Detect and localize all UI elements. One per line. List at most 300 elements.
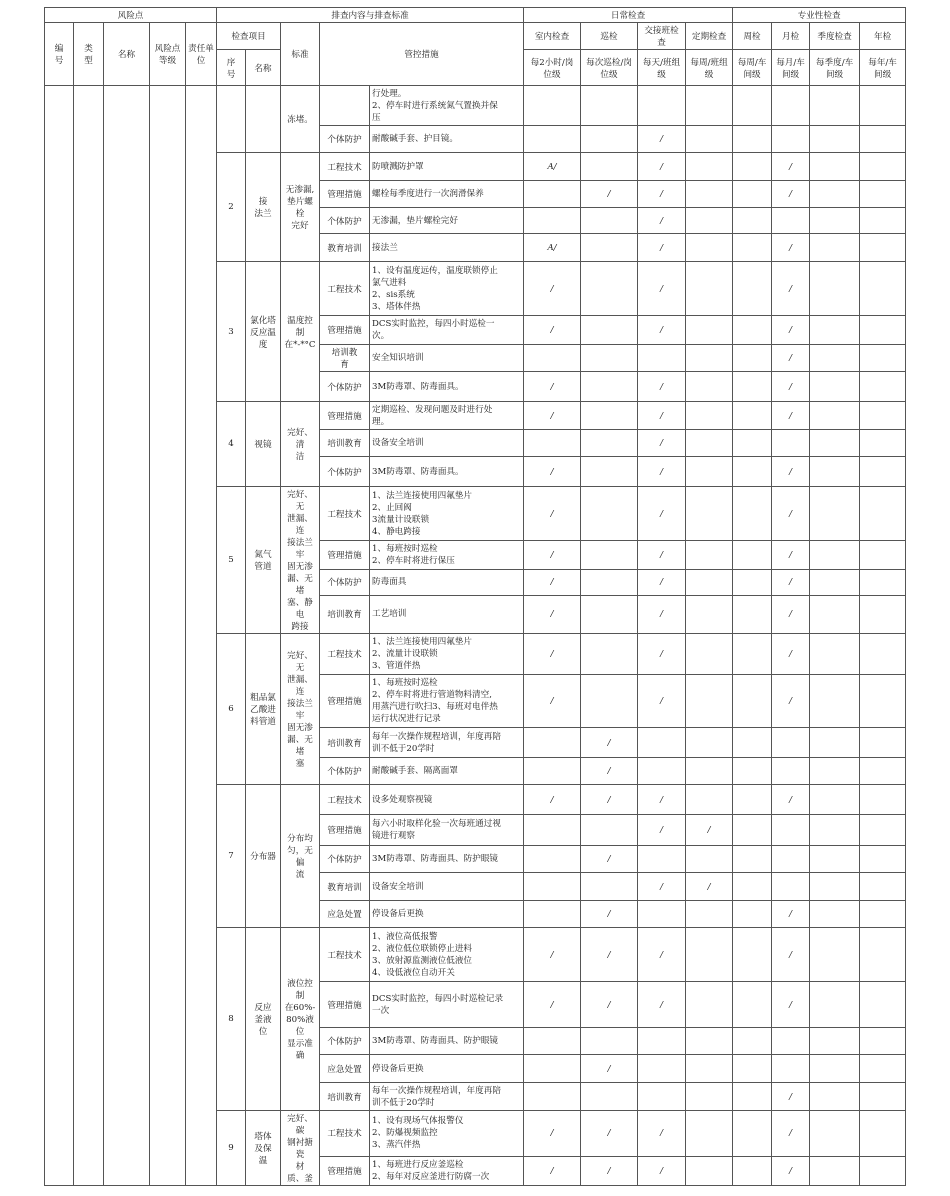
- weekly-check-header: 周检: [733, 23, 772, 50]
- quarterly-check-mark: [810, 1028, 860, 1055]
- item-seq-cell: 6: [217, 634, 246, 785]
- standard-cell: 温度控制 在*-*°C: [281, 262, 320, 402]
- patrol-check-mark: [581, 316, 638, 345]
- monthly-check-mark: [772, 208, 810, 234]
- indoor-check-mark: [524, 181, 581, 208]
- annual-check-header: 年检: [860, 23, 906, 50]
- indoor-check-mark: /: [524, 595, 581, 633]
- periodic-check-mark: [686, 457, 733, 487]
- table-body: [45, 86, 906, 1186]
- periodic-check-mark: [686, 1111, 733, 1157]
- item-name-cell: [246, 86, 281, 153]
- measure-detail-cell: 3M防毒罩、防毒面具、防护眼镜: [370, 846, 524, 873]
- quarterly-check-mark: [810, 728, 860, 758]
- shift-check-mark: [638, 758, 686, 785]
- shift-check-mark: /: [638, 982, 686, 1028]
- standard-header: 标准: [281, 23, 320, 86]
- monthly-check-mark: /: [772, 595, 810, 633]
- periodic-check-mark: [686, 569, 733, 595]
- patrol-check-mark: [581, 126, 638, 153]
- measure-detail-cell: 工艺培训: [370, 595, 524, 633]
- measure-type-cell: 培训教育: [320, 595, 370, 633]
- indoor-check-mark: /: [524, 316, 581, 345]
- measure-detail-cell: 无渗漏，垫片螺栓完好: [370, 208, 524, 234]
- shift-check-mark: [638, 901, 686, 928]
- annual-check-mark: [860, 815, 906, 846]
- patrol-check-mark: [581, 873, 638, 901]
- weekly-check-mark: [733, 86, 772, 126]
- indoor-check-mark: /: [524, 541, 581, 569]
- weekly-check-mark: [733, 1055, 772, 1083]
- patrol-check-mark: [581, 595, 638, 633]
- measure-type-cell: 个体防护: [320, 846, 370, 873]
- periodic-check-mark: [686, 345, 733, 372]
- measure-detail-cell: 防喷溅防护罩: [370, 153, 524, 181]
- measure-detail-cell: 1、设有温度远传，温度联锁停止 氯气进料 2、sis系统 3、塔体伴热: [370, 262, 524, 316]
- measure-type-cell: 应急处置: [320, 901, 370, 928]
- quarterly-check-mark: [810, 86, 860, 126]
- category-cell: [74, 86, 104, 1186]
- patrol-check-mark: [581, 541, 638, 569]
- monthly-check-mark: /: [772, 153, 810, 181]
- weekly-check-mark: [733, 345, 772, 372]
- measure-type-cell: 管理措施: [320, 675, 370, 728]
- monthly-check-mark: [772, 873, 810, 901]
- patrol-check-mark: [581, 457, 638, 487]
- monthly-check-mark: /: [772, 234, 810, 262]
- measure-detail-cell: 行处理。 2、停车时进行系统氮气置换并保 压: [370, 86, 524, 126]
- shift-check-mark: [638, 728, 686, 758]
- measure-detail-cell: 每六小时取样化验一次每班通过视 镜进行观察: [370, 815, 524, 846]
- patrol-check-mark: [581, 234, 638, 262]
- standard-cell: 完好、碳 钢衬搪瓷 材 质、釜: [281, 1111, 320, 1186]
- monthly-check-header: 月检: [772, 23, 810, 50]
- shift-check-mark: [638, 1055, 686, 1083]
- measure-type-cell: 工程技术: [320, 1111, 370, 1157]
- risk-inspection-table: [44, 7, 906, 1186]
- table-row: [45, 86, 906, 126]
- measure-type-cell: 管理措施: [320, 982, 370, 1028]
- annual-check-mark: [860, 1083, 906, 1111]
- shift-check-mark: /: [638, 634, 686, 675]
- annual-check-mark: [860, 928, 906, 982]
- indoor-check-mark: [524, 815, 581, 846]
- indoor-frequency-header: 每2小时/岗 位级: [524, 50, 581, 86]
- indoor-check-mark: /: [524, 982, 581, 1028]
- monthly-check-mark: [772, 1055, 810, 1083]
- check-item-header: 检查项目: [217, 23, 281, 50]
- periodic-check-mark: [686, 928, 733, 982]
- monthly-check-mark: /: [772, 316, 810, 345]
- measure-type-cell: 管理措施: [320, 181, 370, 208]
- standard-cell: 分布均 匀，无偏 流: [281, 785, 320, 928]
- item-name-cell: 塔体 及保 温: [246, 1111, 281, 1186]
- patrol-check-mark: /: [581, 1156, 638, 1185]
- quarterly-check-mark: [810, 126, 860, 153]
- shift-check-mark: /: [638, 208, 686, 234]
- patrol-check-mark: /: [581, 728, 638, 758]
- monthly-check-mark: /: [772, 982, 810, 1028]
- monthly-check-mark: /: [772, 901, 810, 928]
- annual-check-mark: [860, 541, 906, 569]
- weekly-check-mark: [733, 1111, 772, 1157]
- indoor-check-mark: /: [524, 675, 581, 728]
- annual-check-mark: [860, 982, 906, 1028]
- measure-type-cell: 个体防护: [320, 758, 370, 785]
- item-name-cell: 粗品氯 乙酸进 料管道: [246, 634, 281, 785]
- item-seq-cell: 9: [217, 1111, 246, 1186]
- item-name-cell: 接 法兰: [246, 153, 281, 262]
- patrol-check-mark: [581, 86, 638, 126]
- daily-check-header: 日常检查: [524, 8, 733, 23]
- measure-type-cell: 应急处置: [320, 1055, 370, 1083]
- shift-check-mark: /: [638, 1156, 686, 1185]
- shift-frequency-header: 每天/班组 级: [638, 50, 686, 86]
- indoor-check-mark: [524, 1083, 581, 1111]
- item-name-cell: 反应 釜液 位: [246, 928, 281, 1111]
- quarterly-check-mark: [810, 785, 860, 815]
- quarterly-check-mark: [810, 815, 860, 846]
- serial-no-header: 编 号: [45, 23, 74, 86]
- periodic-check-mark: [686, 634, 733, 675]
- periodic-check-mark: [686, 402, 733, 430]
- periodic-check-mark: [686, 234, 733, 262]
- periodic-check-mark: [686, 316, 733, 345]
- measure-detail-cell: 1、设有现场气体报警仪 2、防爆视频监控 3、蒸汽伴热: [370, 1111, 524, 1157]
- periodic-check-mark: [686, 785, 733, 815]
- measure-type-cell: 培训教育: [320, 430, 370, 457]
- weekly-check-mark: [733, 758, 772, 785]
- weekly-check-mark: [733, 569, 772, 595]
- content-standard-header: 排查内容与排查标准: [217, 8, 524, 23]
- measure-detail-cell: 定期巡检、发现问题及时进行处 理。: [370, 402, 524, 430]
- quarterly-check-mark: [810, 675, 860, 728]
- weekly-check-mark: [733, 457, 772, 487]
- shift-check-mark: /: [638, 541, 686, 569]
- indoor-check-mark: [524, 728, 581, 758]
- quarterly-check-mark: [810, 262, 860, 316]
- patrol-check-mark: /: [581, 1055, 638, 1083]
- indoor-check-mark: /: [524, 262, 581, 316]
- indoor-check-mark: [524, 873, 581, 901]
- shift-check-mark: [638, 345, 686, 372]
- annual-check-mark: [860, 634, 906, 675]
- monthly-check-mark: [772, 86, 810, 126]
- standard-cell: 完好、无 泄漏、连 接法兰牢 固无渗 漏、无堵 塞: [281, 634, 320, 785]
- measure-detail-cell: 停设备后更换: [370, 901, 524, 928]
- quarterly-check-mark: [810, 1083, 860, 1111]
- annual-check-mark: [860, 595, 906, 633]
- item-seq-cell: 7: [217, 785, 246, 928]
- indoor-check-mark: A/: [524, 153, 581, 181]
- periodic-check-mark: [686, 487, 733, 541]
- indoor-check-mark: [524, 208, 581, 234]
- periodic-check-mark: [686, 262, 733, 316]
- quarterly-check-mark: [810, 402, 860, 430]
- monthly-check-mark: [772, 758, 810, 785]
- monthly-check-mark: /: [772, 1111, 810, 1157]
- measure-detail-cell: 设备安全培训: [370, 430, 524, 457]
- weekly-check-mark: [733, 873, 772, 901]
- item-name-cell: 视镜: [246, 402, 281, 487]
- standard-cell: 完好、清 洁: [281, 402, 320, 487]
- measure-detail-cell: 接法兰: [370, 234, 524, 262]
- shift-check-mark: /: [638, 785, 686, 815]
- periodic-check-mark: [686, 181, 733, 208]
- measure-detail-cell: 螺栓每季度进行一次润滑保养: [370, 181, 524, 208]
- measure-detail-cell: 1、每班按时巡检 2、停车时将进行保压: [370, 541, 524, 569]
- patrol-check-mark: /: [581, 181, 638, 208]
- indoor-check-mark: [524, 345, 581, 372]
- patrol-check-mark: [581, 569, 638, 595]
- periodic-check-mark: /: [686, 815, 733, 846]
- quarterly-check-header: 季度检查: [810, 23, 860, 50]
- monthly-check-mark: [772, 126, 810, 153]
- measure-type-cell: 教育培训: [320, 234, 370, 262]
- shift-check-mark: /: [638, 675, 686, 728]
- indoor-check-mark: /: [524, 487, 581, 541]
- annual-check-mark: [860, 181, 906, 208]
- quarterly-check-mark: [810, 569, 860, 595]
- shift-check-header: 交接班检 查: [638, 23, 686, 50]
- measure-type-cell: 个体防护: [320, 372, 370, 402]
- annual-check-mark: [860, 372, 906, 402]
- quarterly-check-mark: [810, 372, 860, 402]
- risk-level-cell: [150, 86, 186, 1186]
- patrol-check-mark: [581, 675, 638, 728]
- item-name-header: 名称: [246, 50, 281, 86]
- indoor-check-mark: A/: [524, 234, 581, 262]
- quarterly-check-mark: [810, 873, 860, 901]
- annual-check-mark: [860, 1156, 906, 1185]
- monthly-check-mark: [772, 728, 810, 758]
- indoor-check-mark: /: [524, 569, 581, 595]
- monthly-frequency-header: 每月/车 间级: [772, 50, 810, 86]
- periodic-check-mark: [686, 153, 733, 181]
- patrol-check-mark: [581, 372, 638, 402]
- periodic-check-mark: [686, 846, 733, 873]
- periodic-check-mark: [686, 758, 733, 785]
- annual-check-mark: [860, 901, 906, 928]
- risk-level-header: 风险点 等级: [150, 23, 186, 86]
- quarterly-check-mark: [810, 1055, 860, 1083]
- measure-detail-cell: DCS实时监控，每四小时巡检记录 一次: [370, 982, 524, 1028]
- monthly-check-mark: /: [772, 928, 810, 982]
- periodic-check-mark: [686, 675, 733, 728]
- weekly-check-mark: [733, 541, 772, 569]
- indoor-check-mark: [524, 126, 581, 153]
- monthly-check-mark: /: [772, 487, 810, 541]
- shift-check-mark: /: [638, 928, 686, 982]
- quarterly-check-mark: [810, 430, 860, 457]
- patrol-check-mark: [581, 815, 638, 846]
- periodic-check-mark: [686, 595, 733, 633]
- annual-check-mark: [860, 1055, 906, 1083]
- measure-type-cell: 工程技术: [320, 928, 370, 982]
- name-cell: [104, 86, 150, 1186]
- weekly-check-mark: [733, 430, 772, 457]
- annual-check-mark: [860, 785, 906, 815]
- measure-type-cell: 工程技术: [320, 487, 370, 541]
- item-seq-cell: 2: [217, 153, 246, 262]
- annual-check-mark: [860, 846, 906, 873]
- weekly-check-mark: [733, 728, 772, 758]
- measure-detail-cell: 3M防毒罩、防毒面具。: [370, 457, 524, 487]
- standard-cell: 液位控制 在60%- 80%液位 显示准确: [281, 928, 320, 1111]
- measure-type-cell: 个体防护: [320, 126, 370, 153]
- periodic-check-mark: [686, 1028, 733, 1055]
- monthly-check-mark: /: [772, 675, 810, 728]
- quarterly-check-mark: [810, 541, 860, 569]
- shift-check-mark: /: [638, 873, 686, 901]
- periodic-check-mark: [686, 372, 733, 402]
- weekly-check-mark: [733, 846, 772, 873]
- quarterly-check-mark: [810, 181, 860, 208]
- periodic-check-mark: [686, 901, 733, 928]
- patrol-check-mark: /: [581, 785, 638, 815]
- measure-type-cell: 管理措施: [320, 815, 370, 846]
- quarterly-check-mark: [810, 634, 860, 675]
- weekly-check-mark: [733, 126, 772, 153]
- measure-detail-cell: 1、法兰连接使用四氟垫片 2、流量计设联锁 3、管道伴热: [370, 634, 524, 675]
- weekly-check-mark: [733, 208, 772, 234]
- responsible-unit-header: 责任单 位: [186, 23, 217, 86]
- indoor-check-mark: /: [524, 1156, 581, 1185]
- monthly-check-mark: /: [772, 1156, 810, 1185]
- weekly-check-mark: [733, 262, 772, 316]
- weekly-check-mark: [733, 634, 772, 675]
- item-name-cell: 分布器: [246, 785, 281, 928]
- measure-type-cell: 个体防护: [320, 569, 370, 595]
- monthly-check-mark: /: [772, 634, 810, 675]
- weekly-check-mark: [733, 595, 772, 633]
- item-name-cell: 氮气 管道: [246, 487, 281, 634]
- periodic-check-header: 定期检查: [686, 23, 733, 50]
- annual-check-mark: [860, 487, 906, 541]
- weekly-check-mark: [733, 1083, 772, 1111]
- annual-check-mark: [860, 873, 906, 901]
- annual-check-mark: [860, 208, 906, 234]
- weekly-check-mark: [733, 402, 772, 430]
- periodic-check-mark: [686, 1055, 733, 1083]
- standard-cell: 冻堵。: [281, 86, 320, 153]
- annual-check-mark: [860, 126, 906, 153]
- patrol-check-mark: [581, 487, 638, 541]
- patrol-check-mark: /: [581, 901, 638, 928]
- measure-detail-cell: 1、法兰连接使用四氟垫片 2、止回阀 3流量计设联锁 4、静电跨接: [370, 487, 524, 541]
- serial-no-cell: [45, 86, 74, 1186]
- patrol-check-mark: /: [581, 758, 638, 785]
- quarterly-check-mark: [810, 1156, 860, 1185]
- annual-check-mark: [860, 153, 906, 181]
- patrol-check-mark: /: [581, 928, 638, 982]
- shift-check-mark: /: [638, 569, 686, 595]
- weekly-check-mark: [733, 928, 772, 982]
- measure-type-cell: 工程技术: [320, 785, 370, 815]
- quarterly-check-mark: [810, 457, 860, 487]
- monthly-check-mark: /: [772, 372, 810, 402]
- monthly-check-mark: /: [772, 785, 810, 815]
- measure-detail-cell: 耐酸碱手套、隔离面罩: [370, 758, 524, 785]
- indoor-check-mark: [524, 1028, 581, 1055]
- measure-detail-cell: 1、液位高低报警 2、液位低位联锁停止进料 3、放射源监测液位低液位 4、设低液位自动开关: [370, 928, 524, 982]
- indoor-check-mark: /: [524, 928, 581, 982]
- monthly-check-mark: /: [772, 1083, 810, 1111]
- indoor-check-mark: [524, 86, 581, 126]
- indoor-check-mark: /: [524, 372, 581, 402]
- measure-type-cell: 培训教育: [320, 1083, 370, 1111]
- annual-check-mark: [860, 316, 906, 345]
- indoor-check-mark: [524, 901, 581, 928]
- patrol-check-mark: [581, 634, 638, 675]
- quarterly-check-mark: [810, 846, 860, 873]
- shift-check-mark: /: [638, 372, 686, 402]
- annual-check-mark: [860, 675, 906, 728]
- measure-detail-cell: 设多处观察视镜: [370, 785, 524, 815]
- weekly-check-mark: [733, 153, 772, 181]
- inspection-table-page: [44, 7, 905, 1186]
- annual-check-mark: [860, 569, 906, 595]
- item-seq-cell: 8: [217, 928, 246, 1111]
- monthly-check-mark: /: [772, 541, 810, 569]
- shift-check-mark: /: [638, 153, 686, 181]
- weekly-check-mark: [733, 181, 772, 208]
- quarterly-check-mark: [810, 901, 860, 928]
- patrol-check-mark: /: [581, 846, 638, 873]
- shift-check-mark: [638, 86, 686, 126]
- indoor-check-mark: /: [524, 1111, 581, 1157]
- measure-type-cell: 管理措施: [320, 316, 370, 345]
- measure-detail-cell: 1、每班进行反应釜巡检 2、每年对反应釜进行防腐一次: [370, 1156, 524, 1185]
- periodic-check-mark: [686, 1156, 733, 1185]
- periodic-frequency-header: 每周/班组 级: [686, 50, 733, 86]
- measure-detail-cell: 安全知识培训: [370, 345, 524, 372]
- measure-type-cell: 个体防护: [320, 208, 370, 234]
- item-seq-cell: 5: [217, 487, 246, 634]
- measure-detail-cell: 耐酸碱手套、护目镜。: [370, 126, 524, 153]
- measure-type-cell: 教育培训: [320, 873, 370, 901]
- shift-check-mark: /: [638, 815, 686, 846]
- measure-type-cell: 工程技术: [320, 262, 370, 316]
- shift-check-mark: [638, 1083, 686, 1111]
- weekly-check-mark: [733, 675, 772, 728]
- annual-check-mark: [860, 402, 906, 430]
- monthly-check-mark: /: [772, 402, 810, 430]
- shift-check-mark: /: [638, 430, 686, 457]
- quarterly-frequency-header: 每季度/车 间级: [810, 50, 860, 86]
- quarterly-check-mark: [810, 316, 860, 345]
- patrol-check-mark: [581, 1028, 638, 1055]
- periodic-check-mark: [686, 1083, 733, 1111]
- periodic-check-mark: [686, 126, 733, 153]
- category-header: 类 型: [74, 23, 104, 86]
- weekly-check-mark: [733, 785, 772, 815]
- monthly-check-mark: /: [772, 262, 810, 316]
- shift-check-mark: [638, 846, 686, 873]
- patrol-check-mark: [581, 153, 638, 181]
- item-seq-header: 序 号: [217, 50, 246, 86]
- quarterly-check-mark: [810, 153, 860, 181]
- shift-check-mark: /: [638, 1111, 686, 1157]
- annual-check-mark: [860, 758, 906, 785]
- name-header: 名称: [104, 23, 150, 86]
- indoor-check-mark: [524, 430, 581, 457]
- quarterly-check-mark: [810, 928, 860, 982]
- indoor-check-mark: [524, 758, 581, 785]
- annual-check-mark: [860, 430, 906, 457]
- monthly-check-mark: [772, 815, 810, 846]
- weekly-check-mark: [733, 316, 772, 345]
